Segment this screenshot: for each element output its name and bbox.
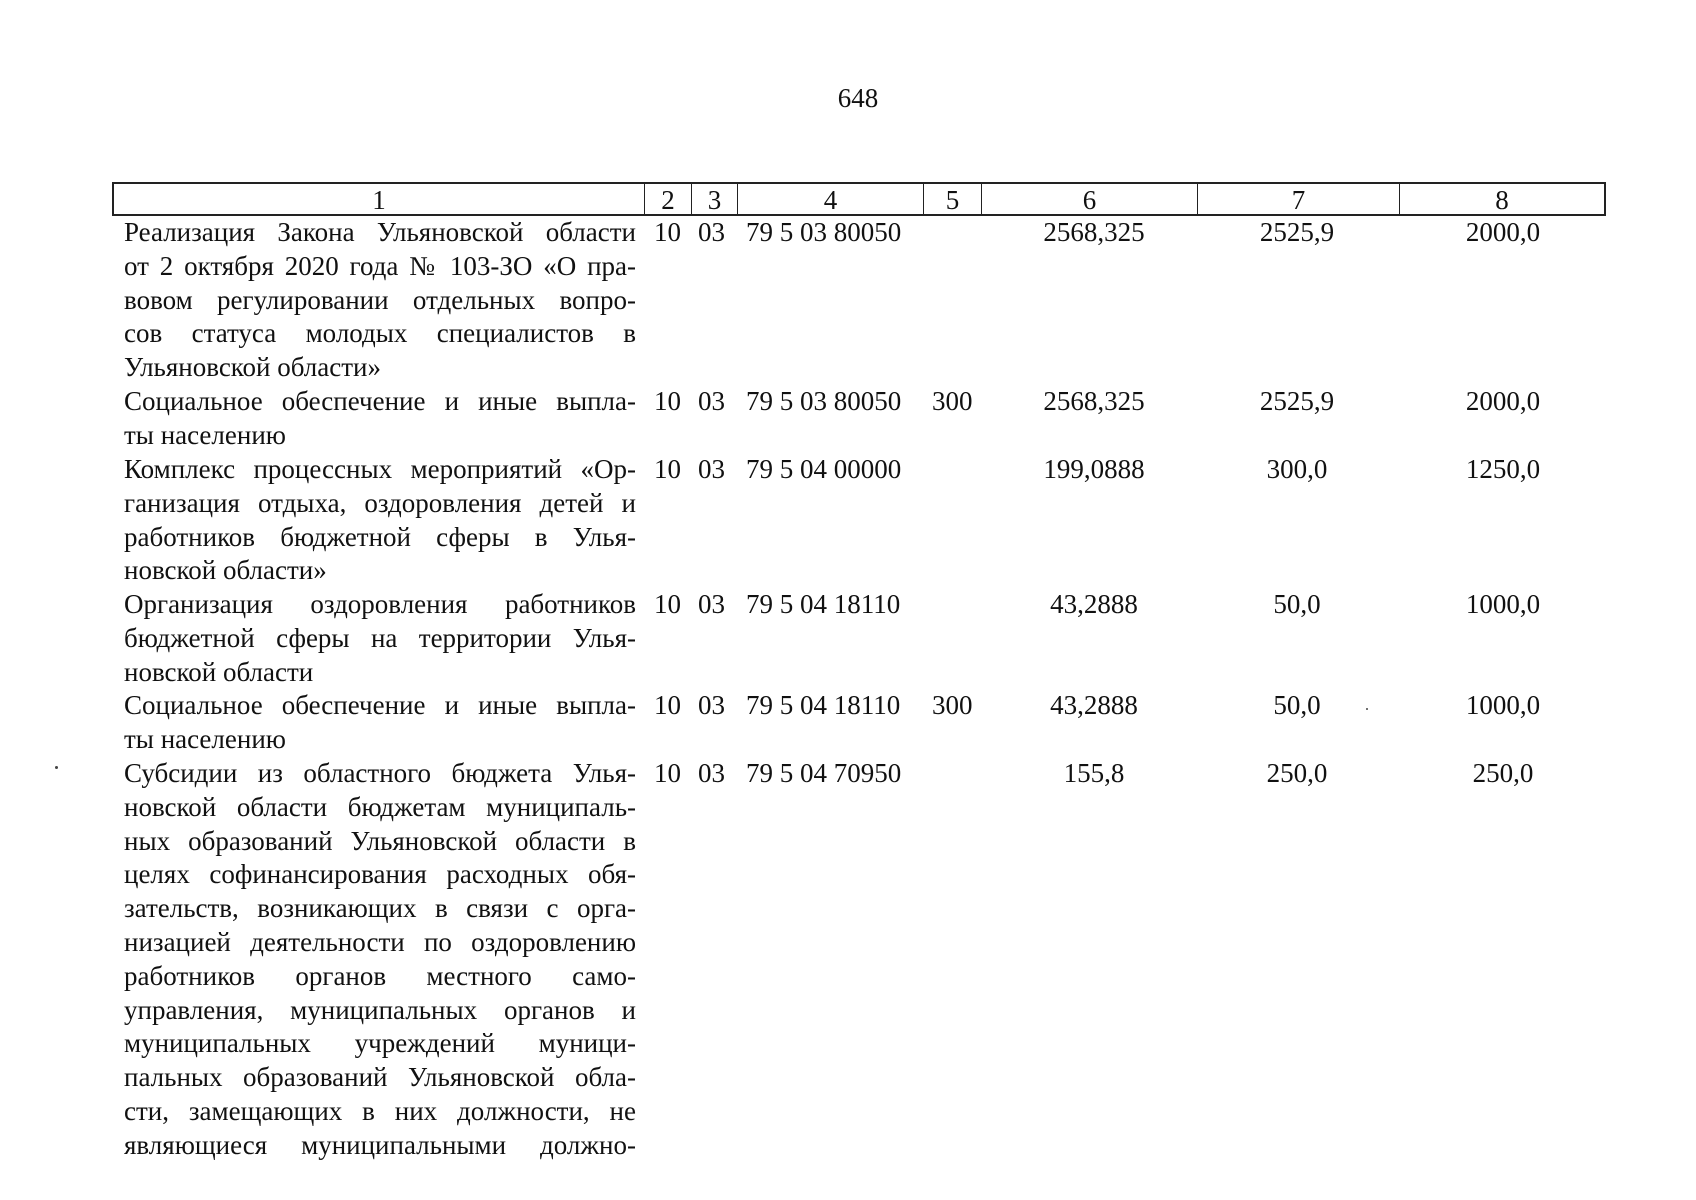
description-line: новской области xyxy=(124,656,314,687)
description-line: Комплекс процессных мероприятий «Ор- xyxy=(124,454,636,484)
amount-col-6: 199,0888 xyxy=(1043,454,1145,484)
description-line: новской области» xyxy=(124,555,327,586)
scan-speck xyxy=(55,766,58,769)
column-number-header xyxy=(112,182,1606,216)
description-line: ты населению xyxy=(124,419,286,450)
header-col-5: 5 xyxy=(924,184,982,214)
amount-col-6: 2568,325 xyxy=(1043,386,1145,416)
amount-col-8: 2000,0 xyxy=(1465,386,1541,416)
target-article-code: 79 5 03 80050 xyxy=(746,217,902,247)
description-line: ных образований Ульяновской области в xyxy=(124,825,636,856)
amount-col-8: 250,0 xyxy=(1472,758,1534,788)
description-line: низацией деятельности по оздоровлению xyxy=(124,926,636,957)
description-line: от 2 октября 2020 года № 103-ЗО «О пра- xyxy=(124,250,636,281)
target-article-code: 79 5 04 18110 xyxy=(746,690,901,720)
amount-col-6: 43,2888 xyxy=(1050,690,1138,720)
expense-type-code: 300 xyxy=(932,690,973,720)
row-description xyxy=(124,588,636,689)
header-col-1: 1 xyxy=(114,184,645,214)
amount-col-7: 300,0 xyxy=(1266,454,1328,484)
header-col-2: 2 xyxy=(645,184,692,214)
header-col-6: 6 xyxy=(982,184,1198,214)
amount-col-8: 2000,0 xyxy=(1465,217,1541,247)
subsection-code: 03 xyxy=(698,386,725,416)
description-line: сти, замещающих в них должности, не xyxy=(124,1095,636,1126)
amount-col-6: 2568,325 xyxy=(1043,217,1145,247)
description-line: вовом регулировании отдельных вопро- xyxy=(124,284,636,315)
description-line: работников бюджетной сферы в Улья- xyxy=(124,521,636,552)
target-article-code: 79 5 04 70950 xyxy=(746,758,902,788)
description-line: целях софинансирования расходных обя- xyxy=(124,859,636,890)
section-code: 10 xyxy=(654,217,681,247)
amount-col-8: 1000,0 xyxy=(1465,589,1541,619)
description-line: бюджетной сферы на территории Улья- xyxy=(124,622,636,653)
description-line: Социальное обеспечение и иные выпла- xyxy=(124,386,636,416)
section-code: 10 xyxy=(654,386,681,416)
amount-col-7: 2525,9 xyxy=(1259,217,1335,247)
subsection-code: 03 xyxy=(698,758,725,788)
row-description xyxy=(124,385,636,453)
section-code: 10 xyxy=(654,589,681,619)
description-line: Организация оздоровления работников xyxy=(124,589,636,619)
subsection-code: 03 xyxy=(698,454,725,484)
description-line: являющиеся муниципальными должно- xyxy=(124,1129,636,1160)
row-description xyxy=(124,216,636,385)
amount-col-6: 155,8 xyxy=(1063,758,1125,788)
scan-speck xyxy=(1366,708,1368,710)
description-line: муниципальных учреждений муници- xyxy=(124,1028,636,1059)
amount-col-8: 1250,0 xyxy=(1465,454,1541,484)
header-col-8: 8 xyxy=(1495,185,1509,215)
description-line: ганизация отдыха, оздоровления детей и xyxy=(124,487,636,518)
page-number: 648 xyxy=(837,83,879,113)
section-code: 10 xyxy=(654,454,681,484)
description-line: управления, муниципальных органов и xyxy=(124,994,636,1025)
amount-col-7: 250,0 xyxy=(1266,758,1328,788)
subsection-code: 03 xyxy=(698,217,725,247)
section-code: 10 xyxy=(654,690,681,720)
header-col-7: 7 xyxy=(1198,184,1400,214)
subsection-code: 03 xyxy=(698,690,725,720)
row-description xyxy=(124,757,636,1163)
description-line: пальных образований Ульяновской обла- xyxy=(124,1062,636,1093)
amount-col-7: 2525,9 xyxy=(1259,386,1335,416)
header-col-3: 3 xyxy=(692,184,738,214)
description-line: новской области бюджетам муниципаль- xyxy=(124,791,636,822)
header-col-4: 4 xyxy=(738,184,924,214)
description-line: работников органов местного само- xyxy=(124,960,636,991)
description-line: Субсидии из областного бюджета Улья- xyxy=(124,758,636,788)
target-article-code: 79 5 03 80050 xyxy=(746,386,902,416)
amount-col-7: 50,0 xyxy=(1273,690,1321,720)
subsection-code: 03 xyxy=(698,589,725,619)
description-line: ты населению xyxy=(124,723,286,754)
amount-col-6: 43,2888 xyxy=(1050,589,1138,619)
row-description xyxy=(124,689,636,757)
row-description xyxy=(124,453,636,588)
target-article-code: 79 5 04 18110 xyxy=(746,589,901,619)
description-line: зательств, возникающих в связи с орга- xyxy=(124,893,636,924)
amount-col-8: 1000,0 xyxy=(1465,690,1541,720)
target-article-code: 79 5 04 00000 xyxy=(746,454,902,484)
description-line: Ульяновской области» xyxy=(124,352,382,383)
description-line: сов статуса молодых специалистов в xyxy=(124,318,636,349)
expense-type-code: 300 xyxy=(932,386,973,416)
description-line: Реализация Закона Ульяновской области xyxy=(124,217,636,247)
amount-col-7: 50,0 xyxy=(1273,589,1321,619)
description-line: Социальное обеспечение и иные выпла- xyxy=(124,690,636,720)
section-code: 10 xyxy=(654,758,681,788)
